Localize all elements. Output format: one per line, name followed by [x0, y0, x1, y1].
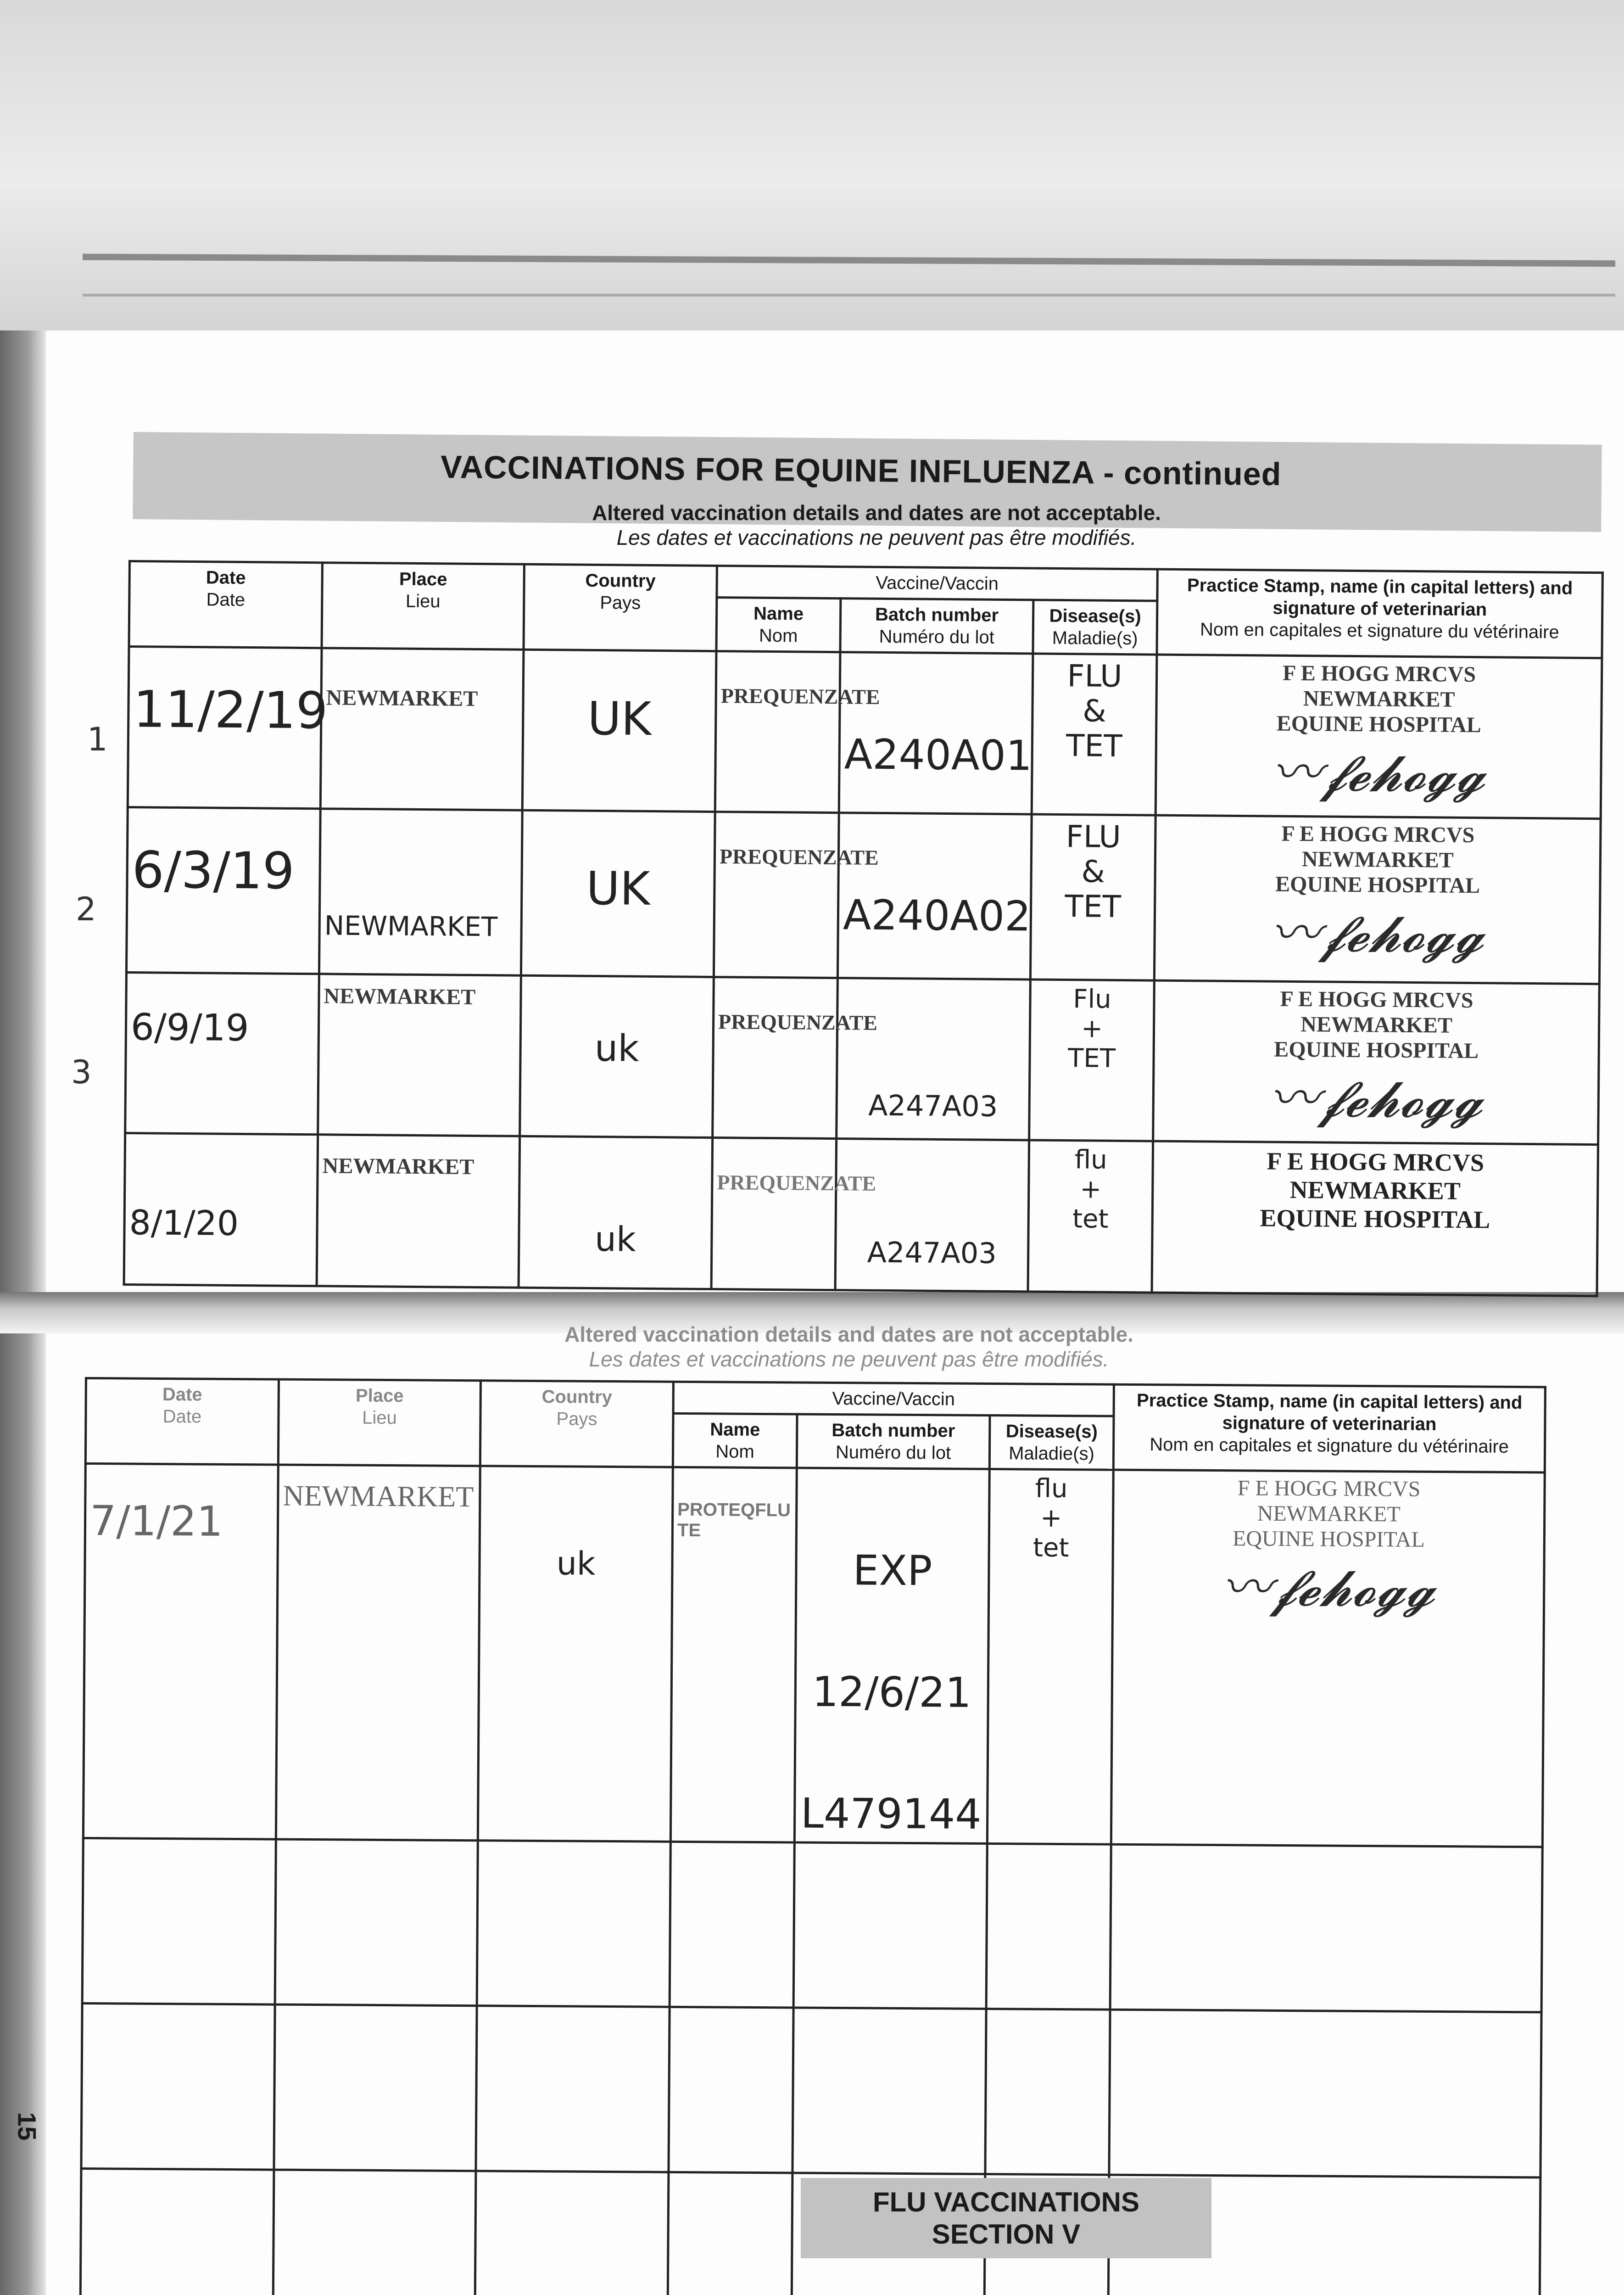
page-number: 15 — [12, 2112, 42, 2141]
table-row-empty — [81, 2003, 1541, 2177]
country-cell: UK — [522, 649, 716, 812]
scan-background — [0, 0, 1624, 330]
practice-header: Practice Stamp, name (in capital letters) and signature of veterinarian Nom en capitales et signature du vétérinaire — [1157, 569, 1602, 658]
date-cell: 7/1/21 — [83, 1464, 278, 1840]
section-footer — [801, 2178, 1211, 2258]
vaccination-table-upper — [123, 560, 1604, 1297]
practice-stamp-cell: F E HOGG MRCVS NEWMARKET EQUINE HOSPITAL 〰𝓯𝓮𝓱𝓸𝓰𝓰 — [1154, 815, 1601, 984]
place-header: Place Lieu — [278, 1379, 480, 1466]
batch-cell: A247A03 — [835, 1139, 1029, 1292]
country-header: Country Pays — [480, 1381, 673, 1467]
notice-upper — [509, 500, 1244, 550]
row-number: 3 — [71, 1053, 92, 1091]
date-cell: 11/2/19 — [128, 647, 322, 809]
date-cell: 6/3/19 — [126, 807, 320, 974]
disease-cell: FLU & TET — [1032, 654, 1157, 815]
place-cell: NEWMARKET — [318, 974, 521, 1136]
scan-edge — [83, 294, 1615, 297]
vaccine-header: Vaccine/Vaccin — [673, 1382, 1114, 1416]
table-row — [128, 647, 1602, 819]
notice-lower — [482, 1322, 1216, 1371]
disease-cell: Flu + TET — [1029, 980, 1155, 1141]
name-cell: PREQUENZATE — [714, 812, 839, 978]
row-number: 1 — [87, 721, 108, 758]
row-number: 2 — [76, 890, 96, 928]
batch-cell: A247A03 — [837, 978, 1031, 1140]
batch-cell: EXP 12/6/21 L479144 — [794, 1468, 989, 1844]
country-cell: UK — [521, 810, 715, 977]
veterinarian-signature: 〰𝓯𝓮𝓱𝓸𝓰𝓰 — [1270, 903, 1484, 964]
notice-en: Altered vaccination details and dates are not acceptable. — [564, 1322, 1133, 1346]
veterinarian-signature: 〰𝓯𝓮𝓱𝓸𝓰𝓰 — [1271, 743, 1486, 803]
place-header: Place Lieu — [322, 563, 524, 649]
table-row — [124, 1133, 1598, 1296]
vaccination-table-lower — [79, 1377, 1546, 2295]
country-cell: uk — [519, 1136, 713, 1289]
table-row — [83, 1464, 1545, 1847]
disease-cell: flu + tet — [1028, 1140, 1153, 1293]
name-cell: PREQUENZATE — [711, 1138, 837, 1290]
practice-header: Practice Stamp, name (in capital letters) and signature of veterinarian Nom en capitales et signature du vétérinaire — [1113, 1384, 1545, 1472]
place-cell: NEWMARKET — [317, 1135, 520, 1287]
place-cell: NEWMARKET — [320, 648, 524, 810]
page-title: VACCINATIONS FOR EQUINE INFLUENZA - continued — [440, 449, 1282, 492]
batch-header: Batch number Numéro du lot — [840, 599, 1033, 654]
country-cell: uk — [520, 975, 714, 1137]
veterinarian-signature: 〰𝓯𝓮𝓱𝓸𝓰𝓰 — [1269, 1069, 1483, 1129]
place-cell: NEWMARKET — [276, 1465, 480, 1841]
name-header: Name Nom — [673, 1413, 797, 1468]
practice-stamp-cell: F E HOGG MRCVS NEWMARKET EQUINE HOSPITAL 〰𝓯𝓮𝓱𝓸𝓰𝓰 — [1111, 1470, 1545, 1847]
name-header: Name Nom — [716, 598, 841, 652]
notice-en: Altered vaccination details and dates are not acceptable. — [592, 501, 1161, 525]
practice-stamp-cell: F E HOGG MRCVS NEWMARKET EQUINE HOSPITAL 〰𝓯𝓮𝓱𝓸𝓰𝓰 — [1153, 980, 1600, 1145]
disease-cell: flu + tet — [987, 1469, 1113, 1845]
practice-stamp-cell: F E HOGG MRCVS NEWMARKET EQUINE HOSPITAL 〰𝓯𝓮𝓱𝓸𝓰𝓰 — [1155, 655, 1602, 819]
table-row — [126, 807, 1601, 984]
table-row-empty — [82, 1838, 1542, 2012]
notice-fr: Les dates et vaccinations ne peuvent pas être modifiés. — [589, 1347, 1109, 1371]
date-header: Date Date — [129, 561, 322, 648]
batch-cell: A240A02 — [837, 813, 1032, 980]
name-cell: PREQUENZATE — [713, 977, 838, 1139]
name-cell: PROTEQFLU TE — [670, 1467, 797, 1842]
country-cell: uk — [478, 1466, 673, 1842]
header-row — [86, 1378, 1545, 1419]
disease-cell: FLU & TET — [1030, 814, 1155, 980]
veterinarian-signature: 〰𝓯𝓮𝓱𝓸𝓰𝓰 — [1221, 1557, 1435, 1618]
disease-header: Disease(s) Maladie(s) — [1033, 600, 1157, 655]
notice-fr: Les dates et vaccinations ne peuvent pas être modifiés. — [616, 526, 1137, 549]
table-row — [125, 972, 1600, 1144]
vaccine-header: Vaccine/Vaccin — [717, 566, 1158, 601]
footer-line: SECTION V — [932, 2219, 1081, 2250]
date-header: Date Date — [85, 1378, 279, 1465]
place-cell: NEWMARKET — [319, 809, 522, 975]
practice-stamp-cell: F E HOGG MRCVS NEWMARKET EQUINE HOSPITAL — [1152, 1141, 1598, 1296]
disease-header: Disease(s) Maladie(s) — [989, 1416, 1114, 1470]
name-cell: PREQUENZATE — [715, 651, 840, 813]
batch-cell: A240A01 — [839, 652, 1033, 814]
footer-line: FLU VACCINATIONS — [872, 2187, 1140, 2217]
date-cell: 8/1/20 — [124, 1133, 318, 1286]
batch-header: Batch number Numéro du lot — [797, 1414, 990, 1469]
country-header: Country Pays — [524, 564, 717, 651]
date-cell: 6/9/19 — [125, 972, 319, 1134]
